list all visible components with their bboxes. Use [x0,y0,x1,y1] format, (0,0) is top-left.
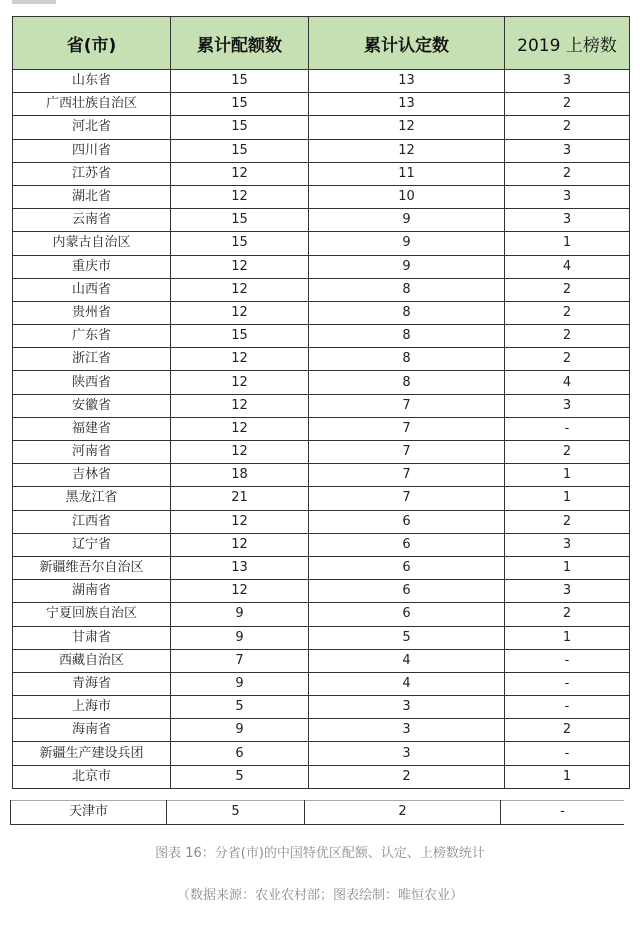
tianjin-row [10,800,624,824]
listed-cell: 2 [505,441,630,464]
certified-cell: 12 [309,116,505,139]
certified-cell: 6 [309,510,505,533]
certified-cell: 9 [309,255,505,278]
header-certified: 累计认定数 [309,17,505,70]
certified-cell: 6 [309,556,505,579]
province-cell: 陕西省 [13,371,171,394]
quota-cell: 12 [171,185,309,208]
table-row [13,580,630,603]
quota-cell: 12 [171,417,309,440]
province-cell: 辽宁省 [13,533,171,556]
table-row [13,533,630,556]
quota-cell: 12 [171,580,309,603]
table-row [13,139,630,162]
quota-cell: 15 [171,209,309,232]
province-cell: 西藏自治区 [13,649,171,672]
table-row [13,510,630,533]
quota-cell: 12 [171,301,309,324]
table-row [13,93,630,116]
province-cell: 青海省 [13,672,171,695]
quota-cell: 9 [171,719,309,742]
listed-cell: - [505,742,630,765]
quota-cell: 9 [171,603,309,626]
province-cell: 山东省 [13,70,171,93]
table-row [13,255,630,278]
table-row [13,116,630,139]
certified-cell: 6 [309,603,505,626]
listed-cell: 3 [505,70,630,93]
listed-cell: 2 [505,719,630,742]
table-row [13,441,630,464]
certified-cell: 9 [309,209,505,232]
quota-cell: 6 [171,742,309,765]
listed-cell: 3 [505,209,630,232]
certified-cell: 12 [309,139,505,162]
certified-cell: 3 [309,719,505,742]
province-cell: 重庆市 [13,255,171,278]
province-quota-table [12,16,630,789]
table-row [13,742,630,765]
table-body [13,70,630,789]
listed-cell: 2 [505,162,630,185]
province-cell: 贵州省 [13,301,171,324]
quota-cell: 21 [171,487,309,510]
table-row [13,672,630,695]
listed-cell: 1 [505,556,630,579]
table-row [13,603,630,626]
quota-cell: 15 [171,325,309,348]
table-row [13,371,630,394]
table-row [13,232,630,255]
table-row [13,278,630,301]
table-row [13,394,630,417]
province-cell: 四川省 [13,139,171,162]
quota-cell: 9 [171,626,309,649]
table-row [13,556,630,579]
listed-cell: 1 [505,232,630,255]
certified-cell: 9 [309,232,505,255]
province-cell: 云南省 [13,209,171,232]
listed-cell: 2 [505,510,630,533]
province-cell: 湖南省 [13,580,171,603]
province-cell: 新疆维吾尔自治区 [13,556,171,579]
certified-cell: 8 [309,348,505,371]
province-cell: 广西壮族自治区 [13,93,171,116]
table-row [13,696,630,719]
figure-caption: 图表 16：分省(市)的中国特优区配额、认定、上榜数统计 [155,846,485,861]
table-row [13,626,630,649]
province-cell: 海南省 [13,719,171,742]
table-row [13,464,630,487]
table-row [13,185,630,208]
certified-cell: 7 [309,464,505,487]
tianjin-certified-cell: 2 [304,800,500,824]
listed-cell: 2 [505,278,630,301]
listed-cell: - [505,696,630,719]
tianjin-row-bottom-border [10,824,624,825]
quota-cell: 5 [171,765,309,788]
province-cell: 黑龙江省 [13,487,171,510]
listed-cell: - [505,672,630,695]
listed-cell: 2 [505,301,630,324]
quota-cell: 12 [171,533,309,556]
province-cell: 甘肃省 [13,626,171,649]
header-province: 省(市) [13,17,171,70]
listed-cell: - [505,649,630,672]
listed-cell: 3 [505,185,630,208]
listed-cell: 1 [505,464,630,487]
province-cell: 河南省 [13,441,171,464]
quota-cell: 12 [171,371,309,394]
quota-cell: 15 [171,139,309,162]
province-cell: 内蒙古自治区 [13,232,171,255]
listed-cell: 3 [505,580,630,603]
certified-cell: 7 [309,487,505,510]
certified-cell: 3 [309,696,505,719]
table-row [13,487,630,510]
table-row [13,301,630,324]
quota-cell: 12 [171,510,309,533]
tianjin-quota-cell: 5 [166,800,304,824]
certified-cell: 5 [309,626,505,649]
quota-cell: 15 [171,70,309,93]
province-cell: 福建省 [13,417,171,440]
listed-cell: 2 [505,93,630,116]
province-cell: 吉林省 [13,464,171,487]
certified-cell: 3 [309,742,505,765]
province-cell: 宁夏回族自治区 [13,603,171,626]
quota-cell: 12 [171,394,309,417]
listed-cell: 2 [505,603,630,626]
quota-cell: 9 [171,672,309,695]
certified-cell: 4 [309,649,505,672]
quota-cell: 15 [171,93,309,116]
province-cell: 广东省 [13,325,171,348]
tianjin-province-cell: 天津市 [10,800,166,824]
table-row [13,70,630,93]
top-divider-mark [12,0,56,4]
table-row [13,348,630,371]
listed-cell: 3 [505,533,630,556]
table-row [13,719,630,742]
quota-cell: 12 [171,162,309,185]
certified-cell: 8 [309,371,505,394]
listed-cell: 4 [505,255,630,278]
province-cell: 浙江省 [13,348,171,371]
certified-cell: 4 [309,672,505,695]
table-row [13,209,630,232]
table-header-row [13,17,630,70]
certified-cell: 6 [309,580,505,603]
province-cell: 江西省 [13,510,171,533]
quota-cell: 12 [171,441,309,464]
quota-cell: 13 [171,556,309,579]
certified-cell: 7 [309,417,505,440]
data-source-note: （数据来源：农业农村部；图表绘制：唯恒农业） [176,888,463,903]
table-row [13,417,630,440]
quota-cell: 18 [171,464,309,487]
certified-cell: 10 [309,185,505,208]
listed-cell: 1 [505,765,630,788]
certified-cell: 8 [309,325,505,348]
listed-cell: 3 [505,139,630,162]
certified-cell: 11 [309,162,505,185]
tianjin-listed-cell: - [500,800,624,824]
certified-cell: 13 [309,70,505,93]
province-cell: 江苏省 [13,162,171,185]
province-cell: 上海市 [13,696,171,719]
listed-cell: 4 [505,371,630,394]
table-row [13,325,630,348]
quota-cell: 15 [171,232,309,255]
province-cell: 山西省 [13,278,171,301]
province-cell: 河北省 [13,116,171,139]
quota-cell: 15 [171,116,309,139]
listed-cell: - [505,417,630,440]
quota-cell: 5 [171,696,309,719]
certified-cell: 8 [309,278,505,301]
listed-cell: 1 [505,626,630,649]
quota-cell: 7 [171,649,309,672]
province-cell: 安徽省 [13,394,171,417]
quota-cell: 12 [171,278,309,301]
province-cell: 北京市 [13,765,171,788]
table-row [13,162,630,185]
header-quota: 累计配额数 [171,17,309,70]
listed-cell: 1 [505,487,630,510]
listed-cell: 3 [505,394,630,417]
table-row [13,765,630,788]
listed-cell: 2 [505,325,630,348]
header-2019-listed: 2019 上榜数 [505,17,630,70]
listed-cell: 2 [505,348,630,371]
quota-cell: 12 [171,348,309,371]
certified-cell: 6 [309,533,505,556]
certified-cell: 7 [309,394,505,417]
certified-cell: 8 [309,301,505,324]
certified-cell: 13 [309,93,505,116]
table-row [13,649,630,672]
certified-cell: 7 [309,441,505,464]
province-cell: 湖北省 [13,185,171,208]
listed-cell: 2 [505,116,630,139]
quota-cell: 12 [171,255,309,278]
certified-cell: 2 [309,765,505,788]
province-cell: 新疆生产建设兵团 [13,742,171,765]
